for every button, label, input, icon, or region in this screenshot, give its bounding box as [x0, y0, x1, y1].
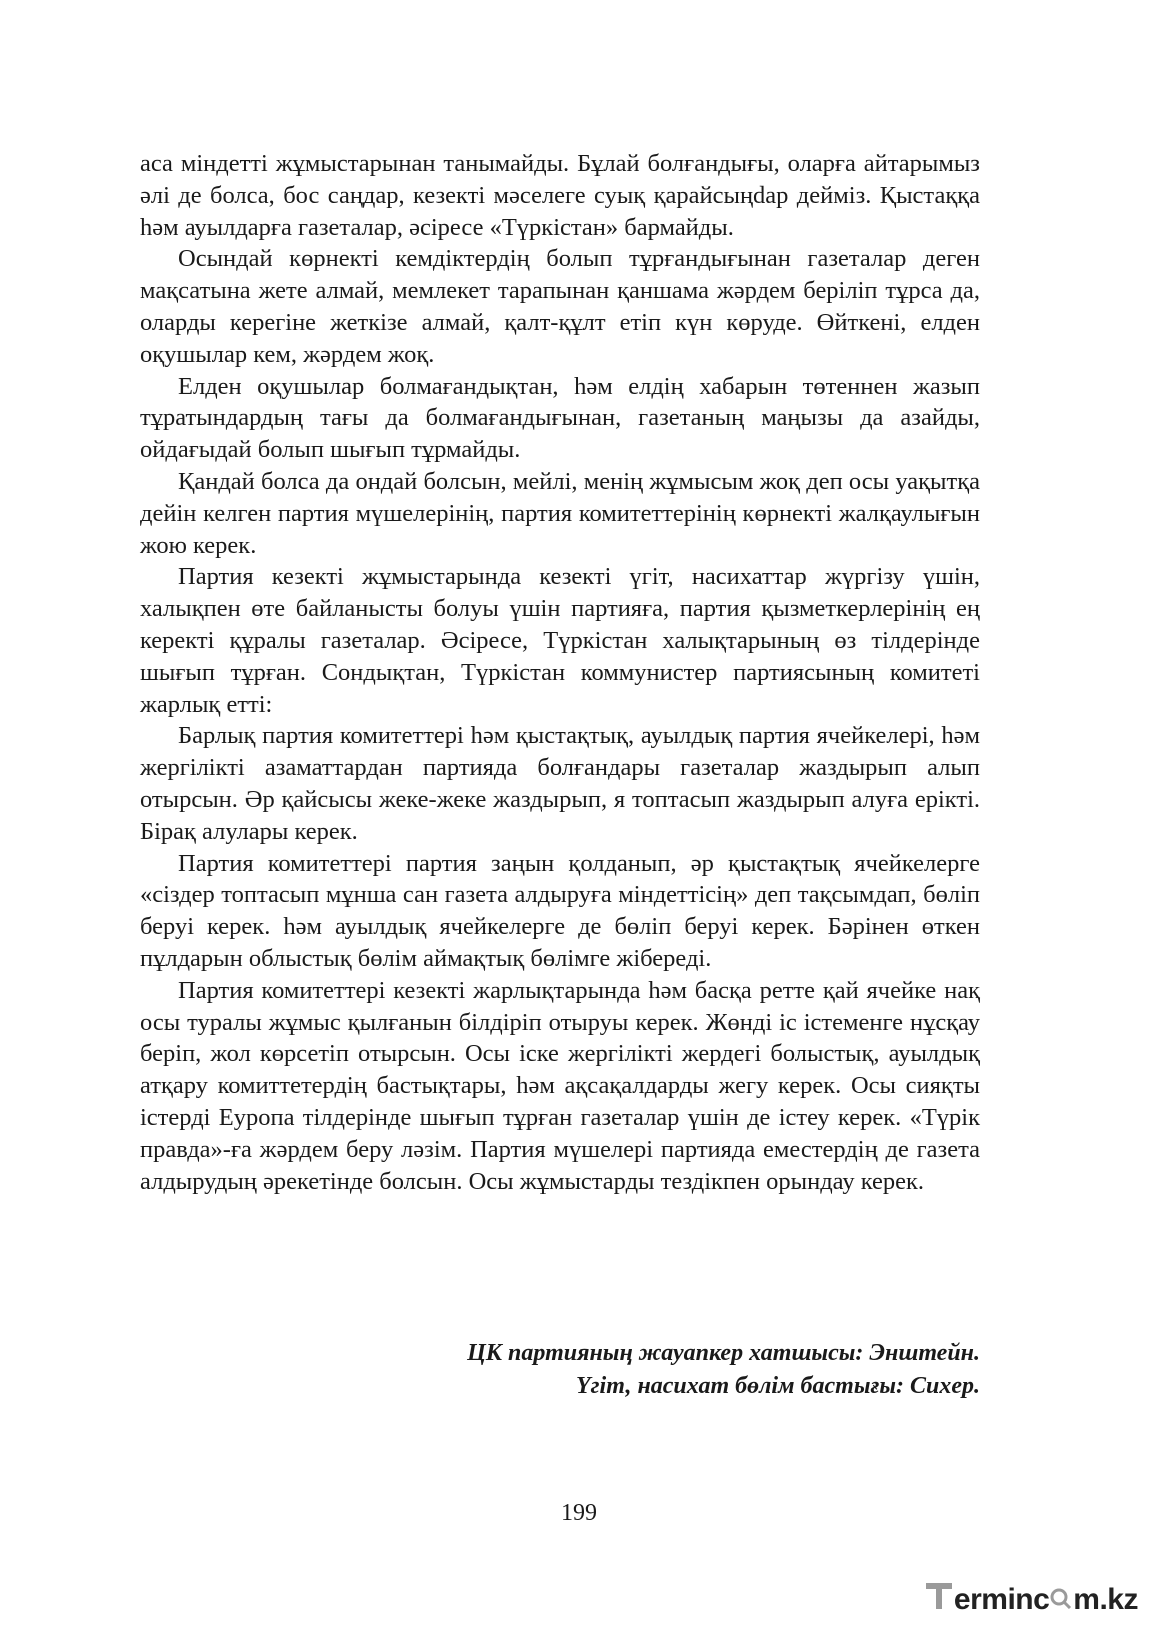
- paragraph: Партия комитеттері кезекті жарлықтарында һәм басқа ретте қай ячейке нақ осы туралы жұмыс қылғанын білдіріп отыруы керек. Жөнді іс істеменге нұсқау беріп, жол көрсетіп отырсын. Осы іске жергілікті жердегі болыстық, ауылдық атқару комиттетердің бастықтары, һәм ақсақалдарды жегу керек. Осы сияқты істерді Еуропа тілдерінде шығып тұрған газеталар үшін де істеу керек. «Түрік правда»-ға жәрдем беру ләзім. Партия мүшелері партияда еместердің де газета алдырудың әрекетінде болсын. Осы жұмыстарды тездікпен орындау керек.: [140, 976, 980, 1195]
- watermark-logo: [926, 1579, 1138, 1617]
- paragraph: Қандай болса да ондай болсын, мейлі, менің жұмысым жоқ деп осы уақытқа дейін келген партия мүшелерінің, партия комитеттерінің көрнекті жалқаулығын жою керек.: [140, 467, 980, 559]
- magnifier-icon: [1050, 1587, 1072, 1609]
- page-number: 199: [561, 1500, 597, 1526]
- paragraph: аса міндетті жұмыстарынан танымайды. Бұлай болғандығы, оларға айтарымыз әлі де болса, бос саңдар, кезекті мәселеге суық қарайсыңdар дейміз. Қыстаққа һәм ауылдарға газеталар, әсіресе «Түркістан» бармайды.: [140, 150, 980, 241]
- signature-line-secretary: ЦК партияның жауапкер хатшысы: Энштейн.: [467, 1340, 980, 1366]
- signature-block: [140, 1337, 980, 1403]
- paragraph: Партия кезекті жұмыстарында кезекті үгіт, насихаттар жүргізу үшін, халықпен өте байланысты болуы үшін партияға, партия қызметкерлерінің ең керекті құралы газеталар. Әсіресе, Түркістан халықтарының өз тілдерінде шығып тұрған. Сондықтан, Түркістан коммунистер партиясының комитеті жарлық етті:: [140, 563, 980, 718]
- watermark-text-suffix: m.kz: [1073, 1583, 1138, 1616]
- signature-line-department-head: Үгіт, насихат бөлім бастығы: Сихер.: [576, 1373, 980, 1399]
- paragraph: Партия комитеттері партия заңын қолданып, әр қыстақтық ячейкелерге «сіздер топтасып мұнша сан газета алдыруға міндеттісің» деп тақсымдап, бөліп беруі керек. һәм ауылдық ячейкелерге де бөліп беруі керек. Бәрінен өткен пұлдарын облыстық бөлім аймақтық бөлімге жібереді.: [140, 849, 980, 972]
- paragraph: Барлық партия комитеттері һәм қыстақтық, ауылдық партия ячейкелері, һәм жергілікті азаматтардан партияда болғандары газеталар жаздырып алып отырсын. Әр қайсысы жеке-жеке жаздырып, я топтасып жаздырып алуға ерікті. Бірақ алулары керек.: [140, 722, 980, 845]
- paragraph: Елден оқушылар болмағандықтан, һәм елдің хабарын төтеннен жазып тұратындардың тағы да болмағандығынан, газетаның маңызы да азайды, ойдағыдай болып шығып тұрмайды.: [140, 372, 980, 464]
- document-body: [140, 148, 980, 1197]
- logo-t-icon: [926, 1579, 952, 1609]
- watermark-text-prefix: ermin: [953, 1583, 1034, 1616]
- watermark-text-middle: c: [1033, 1583, 1050, 1616]
- paragraph: Осындай көрнекті кемдіктердің болып тұрғандығынан газеталар деген мақсатына жете алмай, мемлекет тарапынан қаншама жәрдем беріліп тұрса да, оларды керегіне жеткізе алмай, қалт-құлт етіп күн көруде. Өйткені, елден оқушылар кем, жәрдем жоқ.: [140, 245, 980, 368]
